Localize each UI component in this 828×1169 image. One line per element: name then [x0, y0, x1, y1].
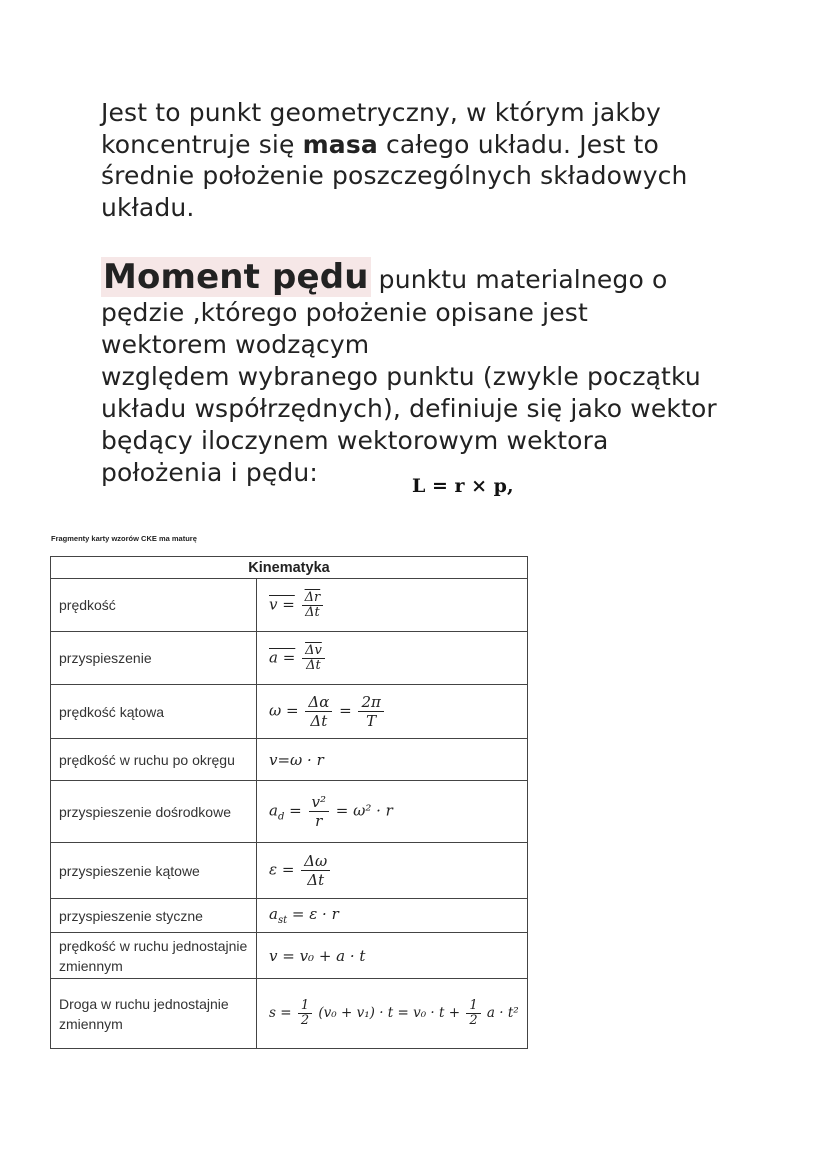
para2-line-5: układu współrzędnych), definiuje się jako wektor	[101, 394, 717, 423]
formula-velocity: v = $\frac{\overline{\Delta r}}{\Delta t}$	[257, 579, 528, 632]
row-label: przyspieszenie kątowe	[51, 843, 257, 899]
table-row	[51, 685, 528, 739]
angular-momentum-formula: L = r × p,	[412, 475, 514, 497]
row-label: przyspieszenie dośrodkowe	[51, 781, 257, 843]
table-row	[51, 933, 528, 979]
formula-distance: s = $\frac{1}{2}$ (v₀ + v₁) · t = v₀ · t + $\frac{1}{2}$ a · t²	[257, 979, 528, 1049]
table-row	[51, 781, 528, 843]
table-row	[51, 739, 528, 781]
formula-centripetal: $a_d$ = $\frac{\text{v²}}{r}$ = ω² · r	[257, 781, 528, 843]
table-row	[51, 632, 528, 685]
formula-circular-velocity: v=ω · r	[257, 739, 528, 781]
row-label: prędkość	[51, 579, 257, 632]
row-label: przyspieszenie styczne	[51, 899, 257, 933]
kinematics-table	[50, 556, 528, 1049]
para1-text-end: całego układu. Jest to średnie położenie poszczególnych składowych układu.	[101, 129, 688, 222]
table-header: Kinematyka	[51, 557, 528, 579]
para1-text-start: Jest to punkt geometryczny, w którym jakby koncentruje się	[101, 98, 661, 159]
para2-line-6: będący iloczynem wektorowym wektora	[101, 426, 609, 455]
formula-angular-acceleration: ε = $\frac{\Delta\omega}{\Delta t}$	[257, 843, 528, 899]
para2-line-1	[101, 257, 741, 297]
row-label: prędkość w ruchu jednostajnie zmiennym	[51, 933, 257, 979]
para2-line-7: położenia i pędu:	[101, 458, 318, 487]
table-caption: Fragmenty karty wzorów CKE ma maturę	[51, 534, 197, 543]
formula-angular-velocity: ω = $\frac{\Delta\alpha}{\Delta t}$ = $\frac{2\pi}{T}$	[257, 685, 528, 739]
paragraph-center-of-mass	[101, 97, 741, 223]
row-label: prędkość w ruchu po okręgu	[51, 739, 257, 781]
row-label: Droga w ruchu jednostajnie zmiennym	[51, 979, 257, 1049]
heading-moment-pedu: Moment pędu	[103, 257, 369, 297]
formula-acceleration: a = $\frac{\overline{\Delta v}}{\Delta t}$	[257, 632, 528, 685]
table-row	[51, 843, 528, 899]
row-label: przyspieszenie	[51, 632, 257, 685]
para2-line1-text: punktu materialnego o	[370, 265, 668, 294]
para2-line-2: pędzie ,którego położenie opisane jest	[101, 298, 588, 327]
table-row	[51, 979, 528, 1049]
table-row	[51, 899, 528, 933]
formula-uniform-velocity: v = v₀ + a · t	[257, 933, 528, 979]
paragraph-angular-momentum	[101, 257, 741, 489]
para2-line-3: wektorem wodzącym	[101, 330, 370, 359]
formula-tangential: $a_{st} = \varepsilon \cdot r$	[257, 899, 528, 933]
table-header-row	[51, 557, 528, 579]
row-label: prędkość kątowa	[51, 685, 257, 739]
table-row	[51, 579, 528, 632]
para2-line-4: względem wybranego punktu (zwykle początku	[101, 362, 701, 391]
para1-bold-masa: masa	[302, 129, 378, 159]
